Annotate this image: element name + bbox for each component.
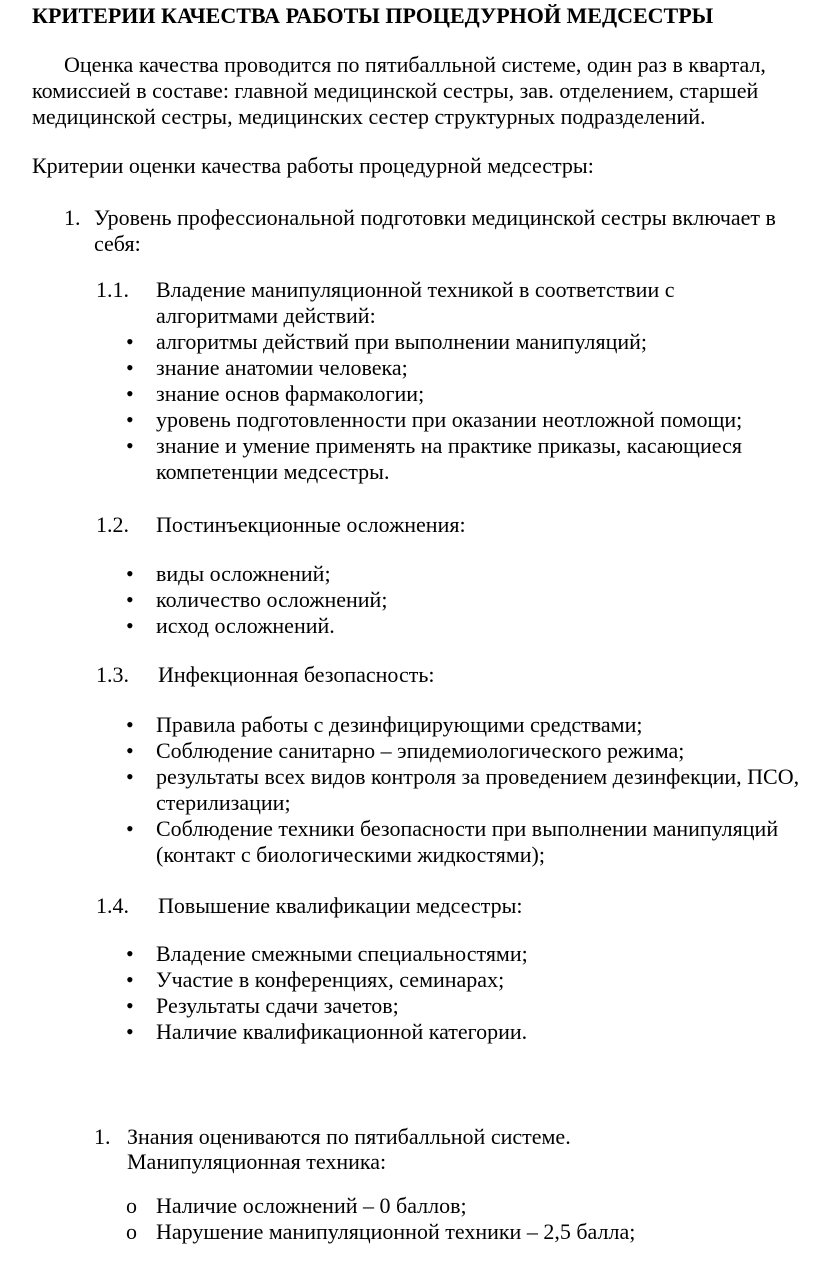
- bullet-icon: •: [126, 712, 134, 737]
- bullet-icon: •: [126, 561, 134, 586]
- list-item: • Правила работы с дезинфицирующими средствами;: [126, 712, 643, 737]
- section-1-text: Уровень профессиональной подготовки медицинской сестры включает в себя:: [94, 205, 776, 256]
- list-item: • количество осложнений;: [126, 587, 388, 612]
- section-2-line-2: Манипуляционная техника:: [127, 1149, 387, 1174]
- list-item: • уровень подготовленности при оказании неотложной помощи;: [126, 407, 743, 432]
- bullet-icon: •: [126, 941, 134, 966]
- subsection-1-4-text: Повышение квалификации медсестры:: [158, 893, 523, 918]
- bullet-icon: •: [126, 587, 134, 612]
- bullet-icon: •: [126, 993, 134, 1018]
- list-item: • Участие в конференциях, семинарах;: [126, 967, 505, 992]
- bullet-icon: •: [126, 967, 134, 992]
- subsection-1-2-text: Постинъекционные осложнения:: [156, 512, 466, 537]
- section-2-list: [122, 1193, 816, 1245]
- bullet-icon: •: [126, 381, 134, 406]
- bullet-icon: •: [126, 816, 134, 841]
- bullet-icon: •: [126, 329, 134, 354]
- list-item: • результаты всех видов контроля за проведением дезинфекции, ПСО, стерилизации;: [126, 764, 800, 815]
- subsection-1-1-list: [122, 329, 816, 485]
- bullet-icon: •: [126, 764, 134, 789]
- list-item: o Нарушение манипуляционной техники – 2,5 балла;: [126, 1219, 636, 1244]
- bullet-icon: •: [126, 1019, 134, 1044]
- section-2-line-1: Знания оцениваются по пятибалльной системе.: [127, 1124, 571, 1149]
- subsection-1-1-number: 1.1.: [96, 277, 129, 302]
- subsection-1-2-list: [122, 561, 816, 639]
- subsection-1-3-list: [122, 712, 816, 868]
- list-item: • исход осложнений.: [126, 613, 335, 638]
- section-1-number: 1.: [64, 205, 81, 230]
- list-item: • Соблюдение санитарно – эпидемиологического режима;: [126, 738, 685, 763]
- page-title: КРИТЕРИИ КАЧЕСТВА РАБОТЫ ПРОЦЕДУРНОЙ МЕДСЕСТРЫ: [32, 3, 714, 28]
- subsection-1-3-number: 1.3.: [96, 662, 129, 687]
- list-item: • знание основ фармакологии;: [126, 381, 425, 406]
- list-item: • виды осложнений;: [126, 561, 331, 586]
- list-item: • Наличие квалификационной категории.: [126, 1019, 528, 1044]
- list-item: o Наличие осложнений – 0 баллов;: [126, 1193, 467, 1218]
- bullet-icon: •: [126, 613, 134, 638]
- list-item: • Владение смежными специальностями;: [126, 941, 528, 966]
- list-item: • алгоритмы действий при выполнении манипуляций;: [126, 329, 648, 354]
- subsection-1-3-text: Инфекционная безопасность:: [158, 662, 435, 687]
- list-item: • Результаты сдачи зачетов;: [126, 993, 399, 1018]
- bullet-icon: •: [126, 407, 134, 432]
- bullet-icon: •: [126, 433, 134, 458]
- list-item: • знание анатомии человека;: [126, 355, 408, 380]
- subsection-1-2-number: 1.2.: [96, 512, 129, 537]
- subsection-1-4-list: [122, 941, 816, 1045]
- bullet-icon: •: [126, 355, 134, 380]
- list-item: • знание и умение применять на практике приказы, касающиеся компетенции медсестры.: [126, 433, 742, 484]
- subsection-1-1-text: Владение манипуляционной техникой в соответствии с алгоритмами действий:: [156, 277, 675, 328]
- circle-icon: o: [126, 1219, 137, 1244]
- criteria-heading: Критерии оценки качества работы процедурной медсестры:: [32, 153, 594, 178]
- intro-paragraph: Оценка качества проводится по пятибалльной системе, один раз в квартал, комиссией в составе: главной медицинской сестры, зав. отделением, старшей медицинской сестры, медицинских сестер структурных подразделений.: [32, 52, 766, 129]
- list-item: • Соблюдение техники безопасности при выполнении манипуляций (контакт с биологическими жидкостями);: [126, 816, 779, 867]
- section-2-number: 1.: [94, 1124, 111, 1149]
- subsection-1-4-number: 1.4.: [96, 893, 129, 918]
- bullet-icon: •: [126, 738, 134, 763]
- circle-icon: o: [126, 1193, 137, 1218]
